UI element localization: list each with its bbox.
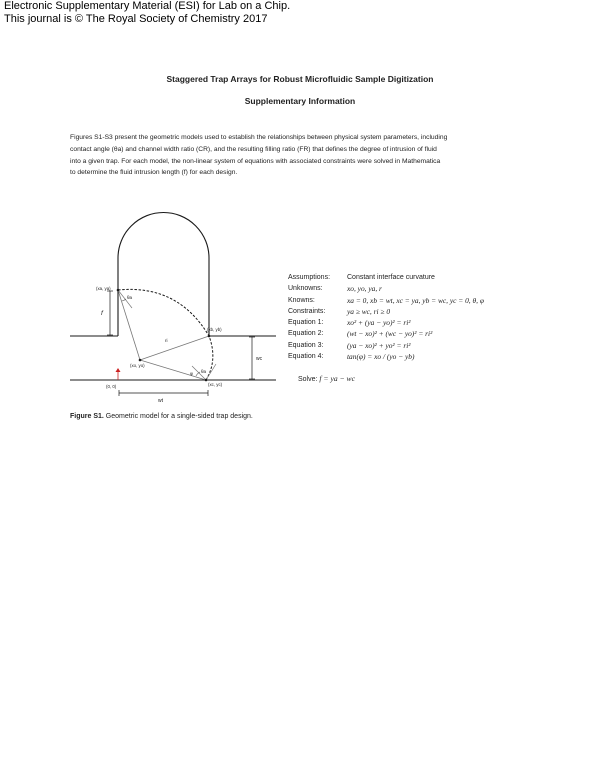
equation-label: Equation 4: [288, 353, 324, 361]
label-point-b: (xb, yb) [207, 327, 222, 332]
intro-line: into a given trap. For each model, the non-linear system of equations with associated constraints were solved in Mathematica [70, 157, 441, 165]
figure-caption [70, 413, 253, 420]
label-wt: wt [158, 398, 163, 404]
equation-label: Equation 3: [288, 341, 324, 349]
caption-figure-number: Figure S1. [70, 413, 104, 420]
journal-header-line-1: Electronic Supplementary Material (ESI) for Lab on a Chip. [4, 0, 291, 12]
equation-label: Equation 2: [288, 330, 324, 338]
solve-label: Solve: [298, 376, 318, 383]
caption-text: Geometric model for a single-sided trap design. [103, 413, 253, 420]
equation-value: tan(φ) = xo / (yo − yb) [347, 352, 415, 362]
label-f: f [101, 310, 103, 317]
equation-value: Constant interface curvature [347, 274, 435, 281]
point-b [208, 335, 211, 338]
label-theta-c: θa [201, 369, 207, 374]
equation-value: xa = 0, xb = wt, xc = ya, yb = wc, yc = 0, θ, φ [347, 295, 484, 305]
label-point-a: (xa, ya) [96, 286, 111, 291]
label-radius: ri [165, 338, 168, 343]
intro-line: contact angle (θa) and channel width ratio (CR), and the resulting filling ratio (FR) that defines the degree of intrusion of fluid [70, 145, 437, 153]
point-o [139, 359, 142, 362]
equation-value: ya ≥ wc, ri ≥ 0 [347, 306, 391, 316]
point-a [117, 289, 120, 292]
equation-label: Unknowns: [288, 285, 323, 293]
paper-title: Staggered Trap Arrays for Robust Microfluidic Sample Digitization [166, 74, 434, 84]
label-origin: (0, 0) [106, 384, 117, 389]
point-c [205, 379, 208, 382]
solve-line [298, 374, 355, 383]
intro-paragraph [70, 132, 532, 179]
trap-outline [118, 213, 209, 337]
equation-value: (wt − xo)² + (wc − yo)² = ri² [347, 329, 433, 339]
equation-label: Constraints: [288, 307, 326, 315]
label-wc: wc [256, 356, 263, 362]
paper-subtitle: Supplementary Information [244, 96, 356, 106]
label-point-c: (xc, yc) [208, 382, 223, 387]
intro-line: Figures S1-S3 present the geometric models used to establish the relationships between physical system parameters, including [70, 134, 448, 141]
phi-arc [196, 372, 200, 376]
equation-label: Assumptions: [288, 274, 331, 281]
equation-label: Knowns: [288, 296, 315, 304]
journal-header-line-2: This journal is © The Royal Society of Chemistry 2017 [4, 13, 268, 25]
label-point-o: (xo, yo) [130, 363, 145, 368]
radius-line-b [140, 336, 209, 360]
tangent-c2 [206, 364, 216, 380]
trap-geometry-figure [66, 200, 282, 406]
intro-line: to determine the fluid intrusion length (f) for each design. [70, 169, 238, 177]
label-phi: φ [190, 371, 193, 376]
label-theta-a: θa [127, 295, 133, 300]
origin-arrow-icon [116, 368, 121, 372]
equation-label: Equation 1: [288, 319, 324, 327]
equation-value: xo² + (ya − yo)² = ri² [347, 318, 411, 328]
equation-value: xo, yo, ya, r [347, 284, 382, 294]
solve-value: f = ya − wc [319, 374, 355, 383]
equation-value: (ya − xo)² + yo² = ri² [347, 340, 411, 350]
radius-line-a [118, 290, 140, 360]
